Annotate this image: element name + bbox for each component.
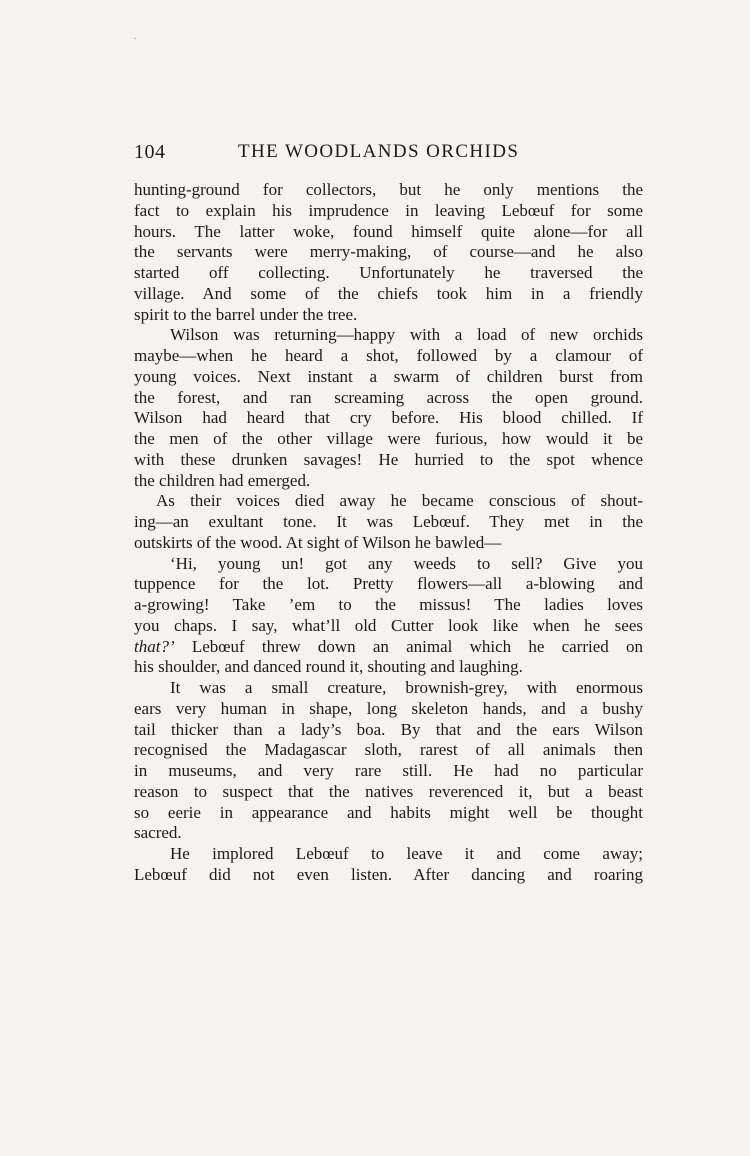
text-line: tail thicker than a lady’s boa. By that and the ears Wilson bbox=[134, 719, 643, 739]
text-line: with these drunken savages! He hurried to the spot whence bbox=[134, 449, 643, 469]
text-line: the forest, and ran screaming across the open ground. bbox=[134, 387, 643, 407]
text-line: the servants were merry-making, of course—and he also bbox=[134, 242, 643, 262]
text-line: ing—an exultant tone. It was Lebœuf. They met in the bbox=[134, 512, 643, 531]
text-line: fact to explain his imprudence in leaving Lebœuf for some bbox=[134, 200, 643, 220]
text-line: It was a small creature, brownish-grey, with enormous bbox=[170, 678, 643, 697]
text-line: village. And some of the chiefs took him in a friendly bbox=[134, 283, 643, 303]
page-number: 104 bbox=[134, 141, 166, 163]
text-line: tuppence for the lot. Pretty flowers—all a-blowing and bbox=[134, 574, 643, 594]
text-line: reason to suspect that the natives reverenced it, but a beast bbox=[134, 781, 643, 801]
text-line: maybe—when he heard a shot, followed by a clamour of bbox=[134, 346, 643, 365]
text-line: sacred. bbox=[134, 823, 182, 843]
text-line-with-italic bbox=[134, 637, 643, 658]
text-line-remainder: Lebœuf threw down an animal which he carried on bbox=[191, 636, 643, 656]
text-line: Wilson had heard that cry before. His blood chilled. If bbox=[134, 408, 643, 428]
text-line: ‘Hi, young un! got any weeds to sell? Give you bbox=[170, 553, 643, 573]
text-line: so eerie in appearance and habits might well be thought bbox=[134, 802, 643, 822]
text-line: you chaps. I say, what’ll old Cutter look like when he sees bbox=[134, 615, 643, 635]
running-title: THE WOODLANDS ORCHIDS bbox=[238, 141, 520, 162]
text-line: recognised the Madagascar sloth, rarest of all animals then bbox=[134, 740, 643, 760]
body-text bbox=[134, 180, 643, 886]
text-line: ears very human in shape, long skeleton hands, and a bushy bbox=[134, 698, 643, 718]
text-line: young voices. Next instant a swarm of children burst from bbox=[134, 366, 643, 386]
text-line: hours. The latter woke, found himself quite alone—for all bbox=[134, 221, 643, 241]
text-line: his shoulder, and danced round it, shouting and laughing. bbox=[134, 657, 523, 677]
text-line: started off collecting. Unfortunately he traversed the bbox=[134, 263, 643, 282]
italic-phrase: that?’ bbox=[134, 636, 175, 656]
text-line: spirit to the barrel under the tree. bbox=[134, 304, 358, 324]
page-header bbox=[134, 141, 644, 167]
text-line: Wilson was returning—happy with a load of new orchids bbox=[170, 325, 643, 345]
text-line: a-growing! Take ’em to the missus! The ladies loves bbox=[134, 595, 643, 614]
text-line: in museums, and very rare still. He had no particular bbox=[134, 761, 643, 780]
text-line: Lebœuf did not even listen. After dancing and roaring bbox=[134, 864, 643, 884]
text-line: As their voices died away he became conscious of shout- bbox=[156, 491, 643, 511]
text-line: the children had emerged. bbox=[134, 470, 311, 490]
text-line: hunting-ground for collectors, but he only mentions the bbox=[134, 180, 643, 199]
paper-speck bbox=[134, 38, 136, 39]
text-line: outskirts of the wood. At sight of Wilson he bawled— bbox=[134, 532, 502, 552]
text-line: the men of the other village were furious, how would it be bbox=[134, 429, 643, 448]
text-line: He implored Lebœuf to leave it and come away; bbox=[170, 844, 643, 863]
